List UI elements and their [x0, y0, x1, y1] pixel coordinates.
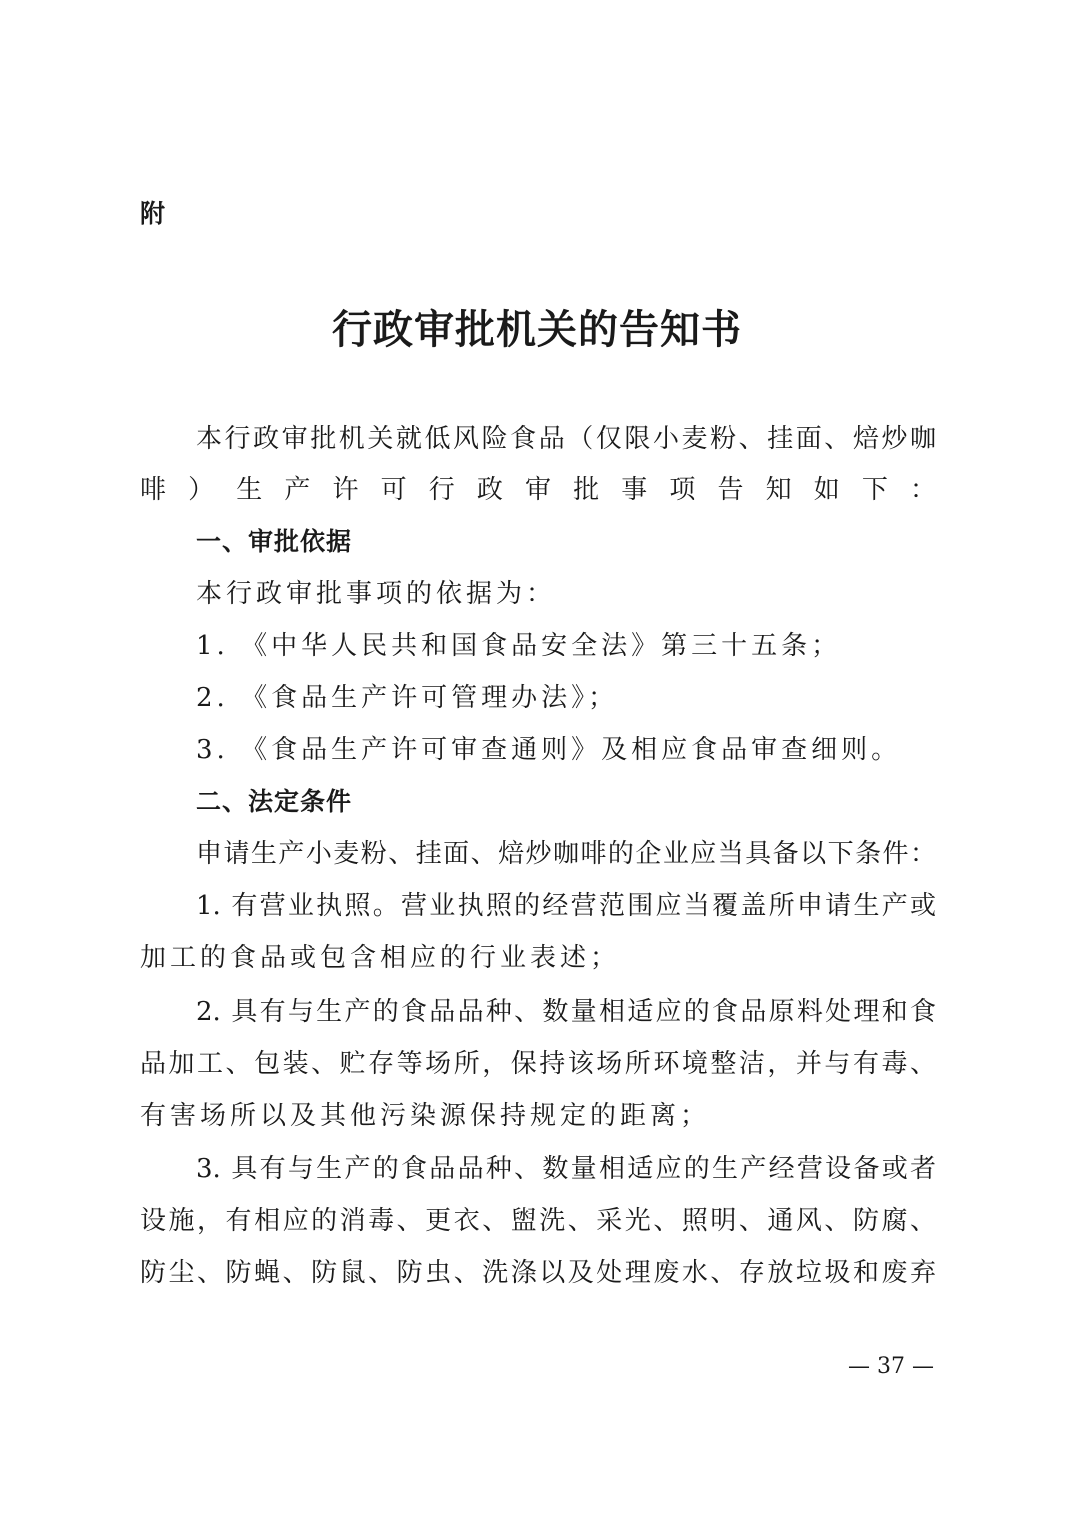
section-2-item-2-line-3: 有害场所以及其他污染源保持规定的距离；: [140, 1101, 711, 1131]
section-2-item-3-line-2: 设施，有相应的消毒、更衣、盥洗、采光、照明、通风、防腐、: [140, 1206, 936, 1236]
section-1-item-1: 1. 《中华人民共和国食品安全法》第三十五条；: [196, 631, 842, 661]
section-2-item-3-line-1: 3. 具有与生产的食品品种、数量相适应的生产经营设备或者: [196, 1154, 936, 1184]
section-1-heading: 一、审批依据: [196, 527, 353, 556]
section-1-item-2: 2. 《食品生产许可管理办法》；: [196, 683, 619, 713]
intro-line-2: 啡）生产许可行政审批事项告知如下：: [140, 475, 936, 505]
attachment-label: 附: [140, 199, 166, 228]
section-1-lead: 本行政审批事项的依据为：: [196, 579, 557, 609]
section-2-item-1-line-2: 加工的食品或包含相应的行业表述；: [140, 943, 621, 973]
document-title: 行政审批机关的告知书: [332, 306, 742, 353]
section-2-heading: 二、法定条件: [196, 787, 353, 816]
page-number: — 37 —: [848, 1354, 934, 1379]
section-2-item-2-line-2: 品加工、包装、贮存等场所，保持该场所环境整洁，并与有毒、: [140, 1049, 936, 1079]
section-1-item-3: 3. 《食品生产许可审查通则》及相应食品审查细则。: [196, 735, 902, 765]
section-2-item-2-line-1: 2. 具有与生产的食品品种、数量相适应的食品原料处理和食: [196, 997, 936, 1027]
intro-line-1: 本行政审批机关就低风险食品（仅限小麦粉、挂面、焙炒咖: [196, 424, 936, 454]
section-2-lead: 申请生产小麦粉、挂面、焙炒咖啡的企业应当具备以下条件：: [196, 839, 936, 869]
section-2-item-3-line-3: 防尘、防蝇、防鼠、防虫、洗涤以及处理废水、存放垃圾和废弃: [140, 1258, 936, 1288]
section-2-item-1-line-1: 1. 有营业执照。营业执照的经营范围应当覆盖所申请生产或: [196, 891, 936, 921]
